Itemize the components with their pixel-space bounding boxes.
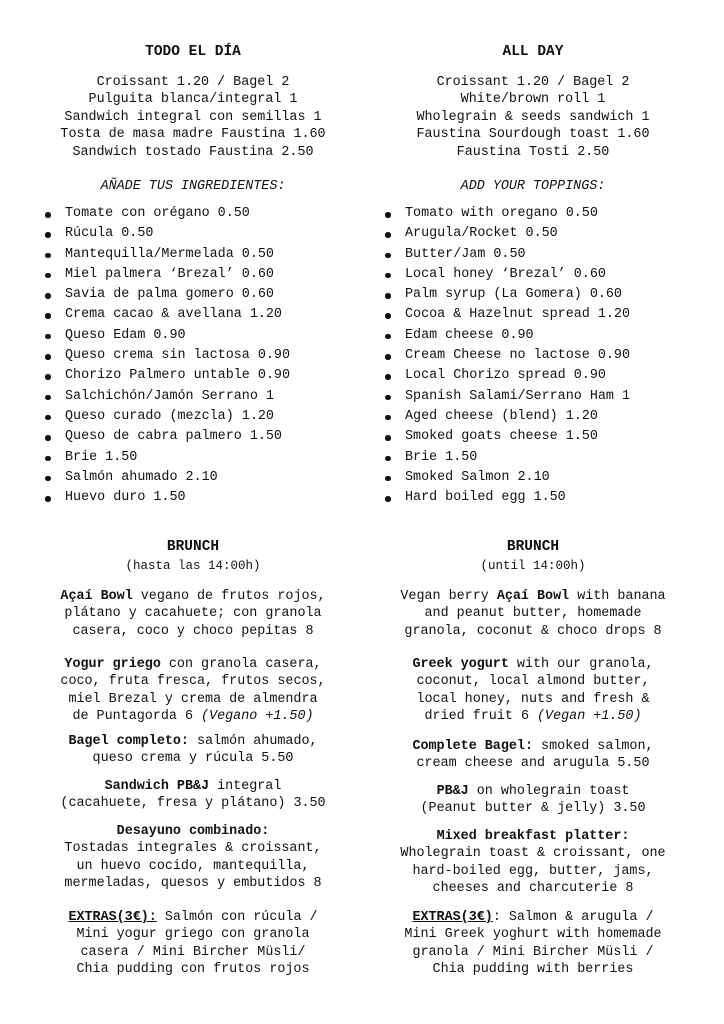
topping-item: Chorizo Palmero untable 0.90 — [23, 366, 363, 386]
topping-item: Spanish Salami/Serrano Ham 1 — [363, 387, 703, 407]
extras-label: EXTRAS(3€) — [412, 910, 493, 925]
brunch-item-platter — [363, 828, 703, 898]
brunch-item-bagel — [23, 733, 363, 768]
topping-item: Savia de palma gomero 0.60 — [23, 285, 363, 305]
dish-name: Yogur griego — [64, 657, 161, 672]
dish-desc: smoked salmon, — [533, 739, 654, 754]
dish-desc: (cacahuete, fresa y plátano) 3.50 — [60, 796, 326, 812]
topping-item: Smoked Salmon 2.10 — [363, 468, 703, 488]
dish-desc: salmón ahumado, — [188, 734, 318, 749]
extras-desc: Salmón con rúcula / — [156, 910, 318, 925]
brunch-extras — [363, 909, 703, 979]
topping-item: Brie 1.50 — [363, 448, 703, 468]
menu-item: Faustina Sourdough toast 1.60 — [416, 127, 650, 143]
topping-item: Edam cheese 0.90 — [363, 326, 703, 346]
topping-item: Local honey ‘Brezal’ 0.60 — [363, 265, 703, 285]
menu-item: White/brown roll 1 — [460, 92, 606, 108]
toppings-heading: ADD YOUR TOPPINGS: — [460, 179, 606, 194]
dish-name: Bagel completo: — [68, 734, 189, 749]
topping-item: Hard boiled egg 1.50 — [363, 488, 703, 508]
topping-item: Mantequilla/Mermelada 0.50 — [23, 245, 363, 265]
topping-item: Tomate con orégano 0.50 — [23, 204, 363, 224]
topping-item: Queso curado (mezcla) 1.20 — [23, 407, 363, 427]
topping-item: Crema cacao & avellana 1.20 — [23, 305, 363, 325]
dish-desc: Wholegrain toast & croissant, one — [400, 846, 666, 862]
brunch-item-pbj — [363, 783, 703, 818]
dish-desc: local honey, nuts and fresh & — [416, 691, 650, 707]
dish-desc: cheeses and charcuterie 8 — [432, 881, 634, 897]
dish-name: Açaí Bowl — [60, 589, 133, 604]
menu-item: Croissant 1.20 / Bagel 2 — [436, 75, 630, 90]
dish-desc: integral — [209, 779, 282, 794]
dish-desc: miel Brezal y crema de almendra — [68, 691, 318, 707]
extras-label: EXTRAS(3€): — [68, 910, 157, 925]
menu-item: Pulguita blanca/integral 1 — [88, 92, 298, 108]
topping-item: Queso de cabra palmero 1.50 — [23, 427, 363, 447]
toppings-heading: AÑADE TUS INGREDIENTES: — [100, 179, 286, 194]
dish-desc: Tostadas integrales & croissant, — [64, 841, 322, 857]
topping-item: Palm syrup (La Gomera) 0.60 — [363, 285, 703, 305]
topping-item: Smoked goats cheese 1.50 — [363, 427, 703, 447]
topping-item: Salmón ahumado 2.10 — [23, 468, 363, 488]
dish-desc: queso crema y rúcula 5.50 — [92, 751, 294, 767]
dish-desc: plátano y cacahuete; con granola — [64, 606, 322, 622]
extras-desc: Mini Greek yoghurt with homemade — [404, 927, 662, 943]
menu-item: Wholegrain & seeds sandwich 1 — [416, 109, 650, 125]
dish-desc: hard-boiled egg, butter, jams, — [412, 863, 654, 879]
toppings-list — [23, 204, 363, 508]
dish-desc: with banana — [569, 589, 666, 604]
menu-item: Faustina Tosti 2.50 — [456, 144, 610, 160]
brunch-hours: (hasta las 14:00h) — [125, 559, 261, 573]
dish-name: Mixed breakfast platter: — [436, 829, 630, 844]
extras-colon: : — [492, 910, 501, 925]
extras-desc: granola / Mini Bircher Müsli / — [412, 944, 654, 960]
dish-desc: dried fruit 6 — [424, 709, 538, 725]
topping-item: Butter/Jam 0.50 — [363, 245, 703, 265]
dish-desc: casera, coco y choco pepitas 8 — [72, 623, 314, 639]
dish-desc: on wholegrain toast — [468, 784, 630, 799]
extras-desc: Chia pudding with berries — [432, 962, 634, 978]
topping-item: Brie 1.50 — [23, 448, 363, 468]
topping-item: Aged cheese (blend) 1.20 — [363, 407, 703, 427]
dish-desc: de Puntagorda 6 — [72, 709, 202, 725]
dish-desc: cream cheese and arugula 5.50 — [416, 756, 650, 772]
all-day-items — [23, 74, 363, 161]
brunch-item-yogurt — [363, 656, 703, 726]
dish-desc: (Peanut butter & jelly) 3.50 — [420, 801, 646, 817]
brunch-extras — [23, 909, 363, 979]
topping-item: Salchichón/Jamón Serrano 1 — [23, 387, 363, 407]
topping-item: Queso crema sin lactosa 0.90 — [23, 346, 363, 366]
section-title-todo-el-dia: TODO EL DÍA — [145, 44, 241, 60]
topping-item: Local Chorizo spread 0.90 — [363, 366, 703, 386]
topping-item: Queso Edam 0.90 — [23, 326, 363, 346]
dish-desc: with our granola, — [508, 657, 654, 672]
extras-desc: Salmon & arugula / — [500, 910, 654, 925]
dish-name: Greek yogurt — [412, 657, 509, 672]
dish-name: PB&J — [436, 784, 469, 799]
extras-desc: Chia pudding con frutos rojos — [76, 962, 310, 978]
dish-name: Complete Bagel: — [412, 739, 533, 754]
dish-desc: Vegan berry — [400, 589, 497, 604]
topping-item: Cream Cheese no lactose 0.90 — [363, 346, 703, 366]
brunch-hours: (until 14:00h) — [480, 559, 586, 573]
topping-item: Rúcula 0.50 — [23, 224, 363, 244]
vegan-note: (Vegano +1.50) — [201, 709, 314, 725]
menu-item: Croissant 1.20 / Bagel 2 — [96, 75, 290, 90]
brunch-item-yogur — [23, 656, 363, 726]
vegan-note: (Vegan +1.50) — [537, 709, 642, 725]
menu-item: Tosta de masa madre Faustina 1.60 — [60, 127, 326, 143]
dish-desc: coco, fruta fresca, frutos secos, — [60, 674, 326, 690]
topping-item: Cocoa & Hazelnut spread 1.20 — [363, 305, 703, 325]
brunch-item-desayuno — [23, 823, 363, 893]
dish-desc: un huevo cocido, mantequilla, — [76, 858, 310, 874]
topping-item: Arugula/Rocket 0.50 — [363, 224, 703, 244]
dish-desc: vegano de frutos rojos, — [132, 589, 326, 604]
topping-item: Huevo duro 1.50 — [23, 488, 363, 508]
dish-name: Desayuno combinado: — [116, 824, 270, 839]
dish-desc: coconut, local almond butter, — [416, 674, 650, 690]
dish-desc: and peanut butter, homemade — [424, 606, 642, 622]
extras-desc: casera / Mini Bircher Müsli/ — [80, 944, 306, 960]
section-title-all-day: ALL DAY — [502, 44, 564, 60]
dish-name: Sandwich PB&J — [104, 779, 210, 794]
topping-item: Tomato with oregano 0.50 — [363, 204, 703, 224]
extras-desc: Mini yogur griego con granola — [76, 927, 310, 943]
dish-name: Açaí Bowl — [496, 589, 570, 604]
toppings-list — [363, 204, 703, 508]
menu-item: Sandwich tostado Faustina 2.50 — [72, 144, 314, 160]
brunch-item-acai — [23, 588, 363, 640]
dish-desc: mermeladas, quesos y embutidos 8 — [64, 876, 322, 892]
all-day-items — [363, 74, 703, 161]
menu-item: Sandwich integral con semillas 1 — [64, 109, 322, 125]
brunch-item-acai — [363, 588, 703, 640]
section-title-brunch: BRUNCH — [506, 539, 560, 555]
section-title-brunch: BRUNCH — [166, 539, 220, 555]
dish-desc: con granola casera, — [160, 657, 322, 672]
topping-item: Miel palmera ‘Brezal’ 0.60 — [23, 265, 363, 285]
brunch-item-bagel — [363, 738, 703, 773]
brunch-item-pbj — [23, 778, 363, 813]
dish-desc: granola, coconut & choco drops 8 — [404, 623, 662, 639]
